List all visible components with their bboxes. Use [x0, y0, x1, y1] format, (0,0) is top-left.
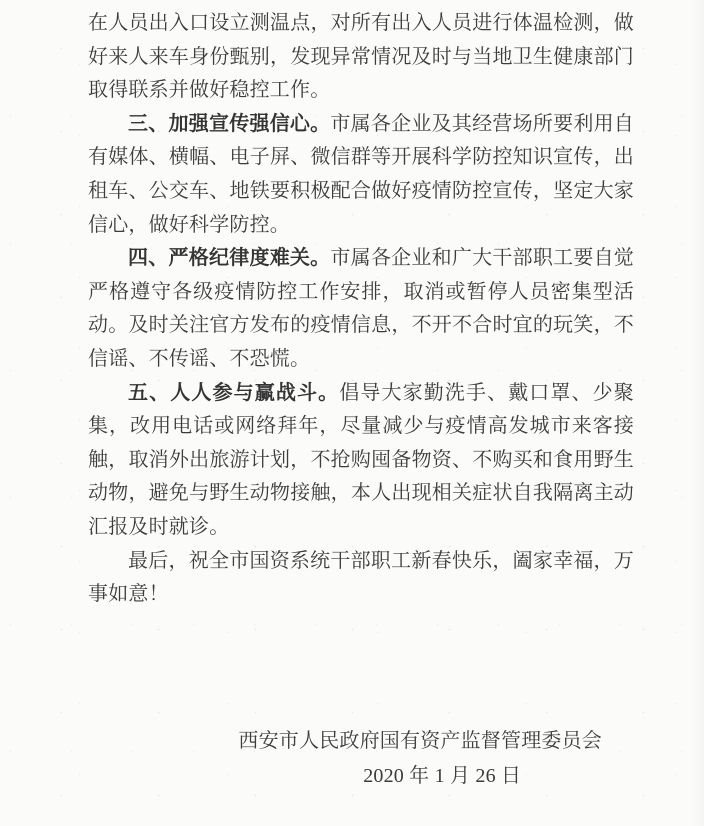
paragraph-text: 在人员出入口设立测温点，对所有出入人员进行体温检测，做好来人来车身份甄别，发现异常情况及时与当地卫生健康部门取得联系并做好稳控工作。: [88, 12, 634, 102]
paragraph-section-four: [88, 242, 634, 376]
paragraph-text: 市属各企业及其经营场所要利用自有媒体、横幅、电子屏、微信群等开展科学防控知识宣传，出租车、公交车、地铁要积极配合做好疫情防控宣传，坚定大家信心，做好科学防控。: [88, 112, 635, 236]
paragraph-section-three: [88, 108, 634, 242]
section-heading: 四、严格纪律度难关。: [128, 247, 331, 270]
signature-block: [238, 724, 602, 794]
signature-date: 2020 年 1 月 26 日: [363, 764, 522, 787]
paragraph-intro-continuation: [88, 7, 634, 108]
paragraph-text: 最后，祝全市国资系统干部职工新春快乐，阖家幸福，万事如意！: [88, 549, 634, 606]
signature-org: 西安市人民政府国有资产监督管理委员会: [238, 729, 602, 752]
paragraph-section-five: [88, 377, 634, 545]
paragraph-text: 倡导大家勤洗手、戴口罩、少聚集，改用电话或网络拜年，尽量减少与疫情高发城市来客接触，取消外出旅游计划，不抢购囤备物资、不购买和食用野生动物，避免与野生动物接触，本人出现相关症状自我隔离主动汇报及时就诊。: [88, 381, 634, 538]
paragraph-closing: [88, 545, 634, 612]
document-body: [88, 7, 634, 794]
paragraph-text: 市属各企业和广大干部职工要自觉严格遵守各级疫情防控工作安排，取消或暂停人员密集型活动。及时关注官方发布的疫情信息，不开不合时宜的玩笑，不信谣、不传谣、不恐慌。: [88, 247, 635, 370]
section-heading: 五、人人参与赢战斗。: [128, 381, 340, 404]
section-heading: 三、加强宣传强信心。: [128, 112, 331, 135]
